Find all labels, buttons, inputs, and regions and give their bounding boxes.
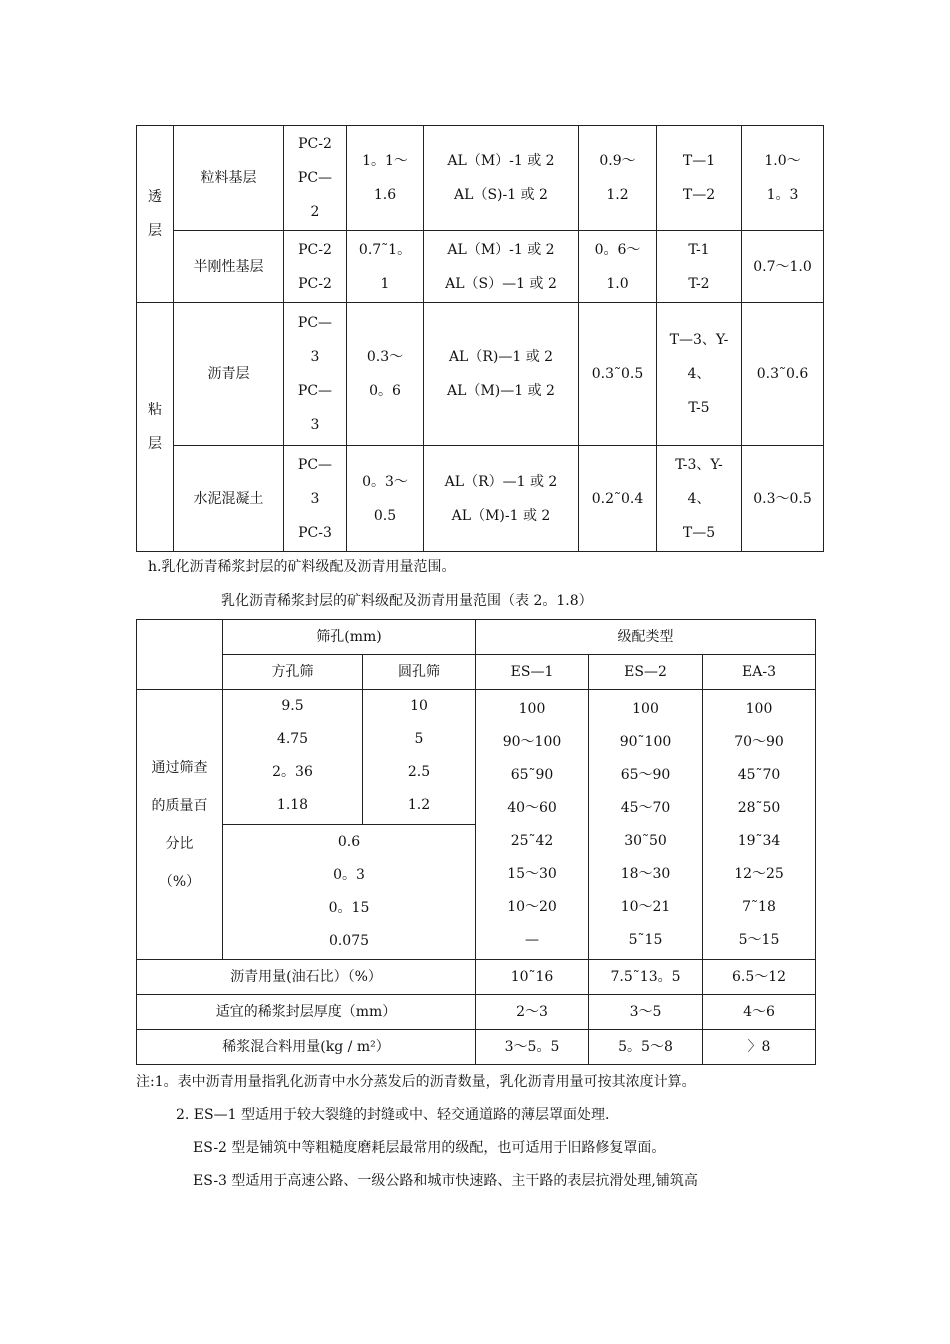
note-4: ES-3 型适用于高速公路、一级公路和城市快速路、主干路的表层抗滑处理,铺筑高 [193, 1173, 698, 1189]
tar-type: T-1 T-2 [657, 231, 742, 303]
asphalt-es2: 7.5˜13。5 [589, 960, 703, 995]
base-type: 半刚性基层 [174, 231, 284, 303]
table-row [137, 231, 824, 303]
group-label-penetrating: 透 层 [137, 126, 174, 303]
dosage: 1。1～ 1.6 [347, 126, 424, 231]
table-row [137, 655, 816, 690]
note-h: h.乳化沥青稀浆封层的矿料级配及沥青用量范围。 [148, 559, 456, 575]
tar-type: T-3、Y- 4、 T—5 [657, 446, 742, 552]
mix-ea3: 〉8 [703, 1030, 816, 1065]
slurry-seal-table [136, 619, 816, 1065]
note-3: ES-2 型是铺筑中等粗糙度磨耗层最常用的级配，也可适用于旧路修复罩面。 [193, 1140, 666, 1156]
grade-header: 级配类型 [476, 620, 816, 655]
thickness-es2: 3～5 [589, 995, 703, 1030]
dosage: 0.3～ 0。6 [347, 303, 424, 446]
emulsion-type: PC— 3 PC-3 [284, 446, 347, 552]
square-sieve-values: 9.5 4.75 2。36 1.18 [223, 690, 363, 825]
table-row [137, 303, 824, 446]
dosage: 0。3～ 0.5 [347, 446, 424, 552]
binder-table [136, 125, 824, 552]
es2-values: 100 90˜100 65～90 45～70 30˜50 18～30 10～21 5˜15 [589, 690, 703, 960]
tar-dosage: 0.3˜0.6 [742, 303, 824, 446]
table-row [137, 620, 816, 655]
thickness-es1: 2～3 [476, 995, 589, 1030]
square-sieve-header: 方孔筛 [223, 655, 363, 690]
type-es2-header: ES—2 [589, 655, 703, 690]
table-row [137, 960, 816, 995]
ea3-values: 100 70～90 45˜70 28˜50 19˜34 12～25 7˜18 5～15 [703, 690, 816, 960]
liquid-asphalt-type: AL（R)—1 或 2 AL（M)—1 或 2 [424, 303, 579, 446]
liquid-asphalt-type: AL（M）-1 或 2 AL（S）—1 或 2 [424, 231, 579, 303]
base-type: 沥青层 [174, 303, 284, 446]
emulsion-type: PC-2 PC— 2 [284, 126, 347, 231]
thickness-label: 适宜的稀浆封层厚度（mm） [137, 995, 476, 1030]
sieve-header: 筛孔(mm) [223, 620, 476, 655]
note-2: 2. ES—1 型适用于较大裂缝的封缝或中、轻交通道路的薄层罩面处理. [176, 1107, 610, 1123]
liquid-dosage: 0.2˜0.4 [579, 446, 657, 552]
type-ea3-header: EA-3 [703, 655, 816, 690]
liquid-dosage: 0.9～ 1.2 [579, 126, 657, 231]
liquid-asphalt-type: AL（R）—1 或 2 AL（M)-1 或 2 [424, 446, 579, 552]
thickness-ea3: 4～6 [703, 995, 816, 1030]
tar-dosage: 0.3～0.5 [742, 446, 824, 552]
round-sieve-values: 10 5 2.5 1.2 [363, 690, 476, 825]
base-type: 水泥混凝土 [174, 446, 284, 552]
table-row [137, 126, 824, 231]
mix-amount-label: 稀浆混合料用量(kg / m²） [137, 1030, 476, 1065]
tar-type: T—3、Y- 4、 T-5 [657, 303, 742, 446]
liquid-dosage: 0。6～ 1.0 [579, 231, 657, 303]
group-label-tack: 粘 层 [137, 303, 174, 552]
note-1: 注:1。表中沥青用量指乳化沥青中水分蒸发后的沥青数量，乳化沥青用量可按其浓度计算。 [136, 1074, 696, 1090]
emulsion-type: PC-2 PC-2 [284, 231, 347, 303]
mix-es2: 5。5～8 [589, 1030, 703, 1065]
es1-values: 100 90～100 65˜90 40～60 25˜42 15～30 10～20 — [476, 690, 589, 960]
passing-percent-label: 通过筛查 的质量百 分比 （%） [137, 690, 223, 960]
mix-es1: 3～5。5 [476, 1030, 589, 1065]
asphalt-ratio-label: 沥青用量(油石比）（%） [137, 960, 476, 995]
tar-dosage: 0.7～1.0 [742, 231, 824, 303]
table-row [137, 1030, 816, 1065]
table-row [137, 690, 816, 825]
round-sieve-header: 圆孔筛 [363, 655, 476, 690]
corner-cell [137, 620, 223, 690]
table-row [137, 995, 816, 1030]
liquid-dosage: 0.3˜0.5 [579, 303, 657, 446]
base-type: 粒料基层 [174, 126, 284, 231]
table2-caption: 乳化沥青稀浆封层的矿料级配及沥青用量范围（表 2。1.8） [221, 593, 593, 609]
tar-dosage: 1.0～ 1。3 [742, 126, 824, 231]
type-es1-header: ES—1 [476, 655, 589, 690]
liquid-asphalt-type: AL（M）-1 或 2 AL（S)-1 或 2 [424, 126, 579, 231]
table-row [137, 446, 824, 552]
dosage: 0.7˜1。 1 [347, 231, 424, 303]
tar-type: T—1 T—2 [657, 126, 742, 231]
emulsion-type: PC— 3 PC— 3 [284, 303, 347, 446]
asphalt-ea3: 6.5～12 [703, 960, 816, 995]
asphalt-es1: 10˜16 [476, 960, 589, 995]
shared-sieve-values: 0.6 0。3 0。15 0.075 [223, 825, 476, 960]
